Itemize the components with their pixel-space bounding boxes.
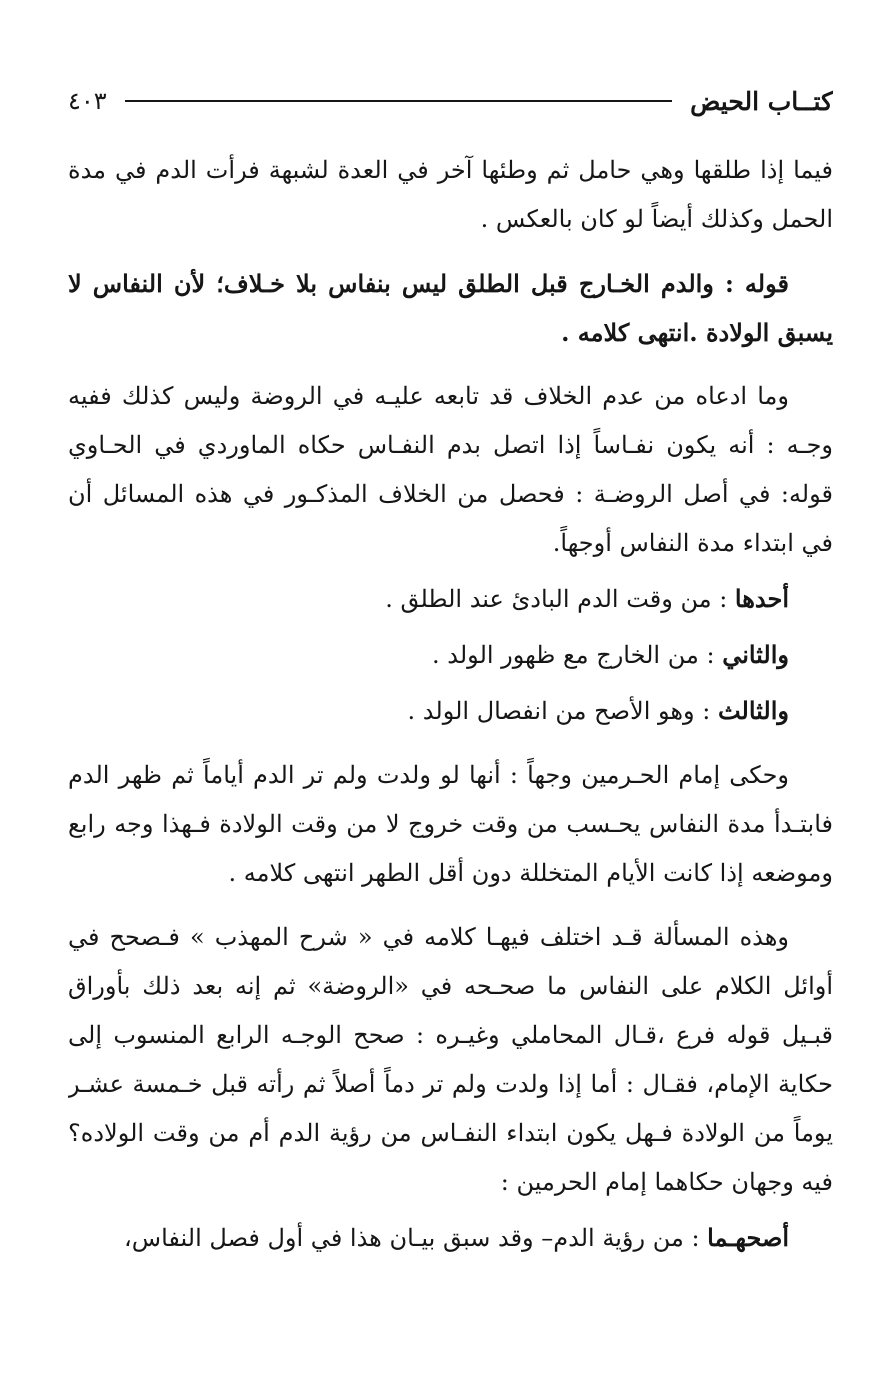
paragraph-4: وحكى إمام الحـرمين وجهاً : أنها لو ولدت ولم تر الدم أياماً ثم ظهر الدم فابتـدأ مدة النفاس يحـسب من وقت خروج لا من وقت الولادة فـهذا وجه رابع وموضعه إذا كانت الأيام المتخللة دون أقل الطهر انتهى كلامه .	[68, 761, 833, 887]
list-item-second	[68, 630, 833, 680]
quoted-statement: قوله : والدم الخـارج قبل الطلق ليس بنفاس بلا خـلاف؛ لأن النفاس لا يسبق الولادة .انتهى كلامه .	[68, 269, 833, 347]
item-lead: أحدها	[734, 584, 789, 613]
list-item-first	[68, 574, 833, 624]
item-text: : وهو الأصح من انفصال الولد .	[407, 697, 718, 725]
chapter-title: كتــاب الحيض	[690, 86, 833, 116]
running-header	[68, 78, 833, 124]
page-number: ٤٠٣	[68, 87, 107, 115]
item-lead: والثالث	[717, 696, 789, 725]
list-item-third	[68, 686, 833, 736]
item-text: : من رؤية الدم– وقد سبق بيـان هذا في أول فصل النفاس،	[124, 1224, 708, 1252]
item-text: : من الخارج مع ظهور الولد .	[432, 641, 723, 669]
header-rule	[125, 100, 673, 102]
paragraph-1: فيما إذا طلقها وهي حامل ثم وطئها آخر في العدة لشبهة فرأت الدم في مدة الحمل وكذلك أيضاً لو كان بالعكس .	[68, 156, 833, 233]
item-lead: والثاني	[722, 640, 789, 669]
item-text: : من وقت الدم البادئ عند الطلق .	[385, 585, 735, 613]
body-text	[68, 146, 833, 1263]
book-page	[68, 78, 833, 1363]
item-lead: أصحهـما	[707, 1223, 789, 1252]
paragraph-5: وهذه المسألة قـد اختلف فيهـا كلامه في « شرح المهذب » فـصحح في أوائل الكلام على النفاس ما صحـحه في «الروضة» ثم إنه بعد ذلك بأوراق قبـيل قوله فرع ،قـال المحاملي وغيـره : صحح الوجـه الرابع المنسوب إلى حكاية الإمام، فقـال : أما إذا ولدت ولم تر دماً أصلاً ثم رأته قبل خـمسة عشـر يوماً من الولادة فـهل يكون ابتداء النفـاس من رؤية الدم أم من وقت الولاده؟ فيه وجهان حكاهما إمام الحرمين :	[68, 923, 833, 1196]
list-item-fourth	[68, 1213, 833, 1263]
paragraph-3: وما ادعاه من عدم الخلاف قد تابعه عليـه في الروضة وليس كذلك ففيه وجـه : أنه يكون نفـاساً إذا اتصل بدم النفـاس حكاه الماوردي في الحـاوي قوله: في أصل الروضـة : فحصل من الخلاف المذكـور في هذه المسائل أن في ابتداء مدة النفاس أوجهاً.	[68, 382, 833, 557]
